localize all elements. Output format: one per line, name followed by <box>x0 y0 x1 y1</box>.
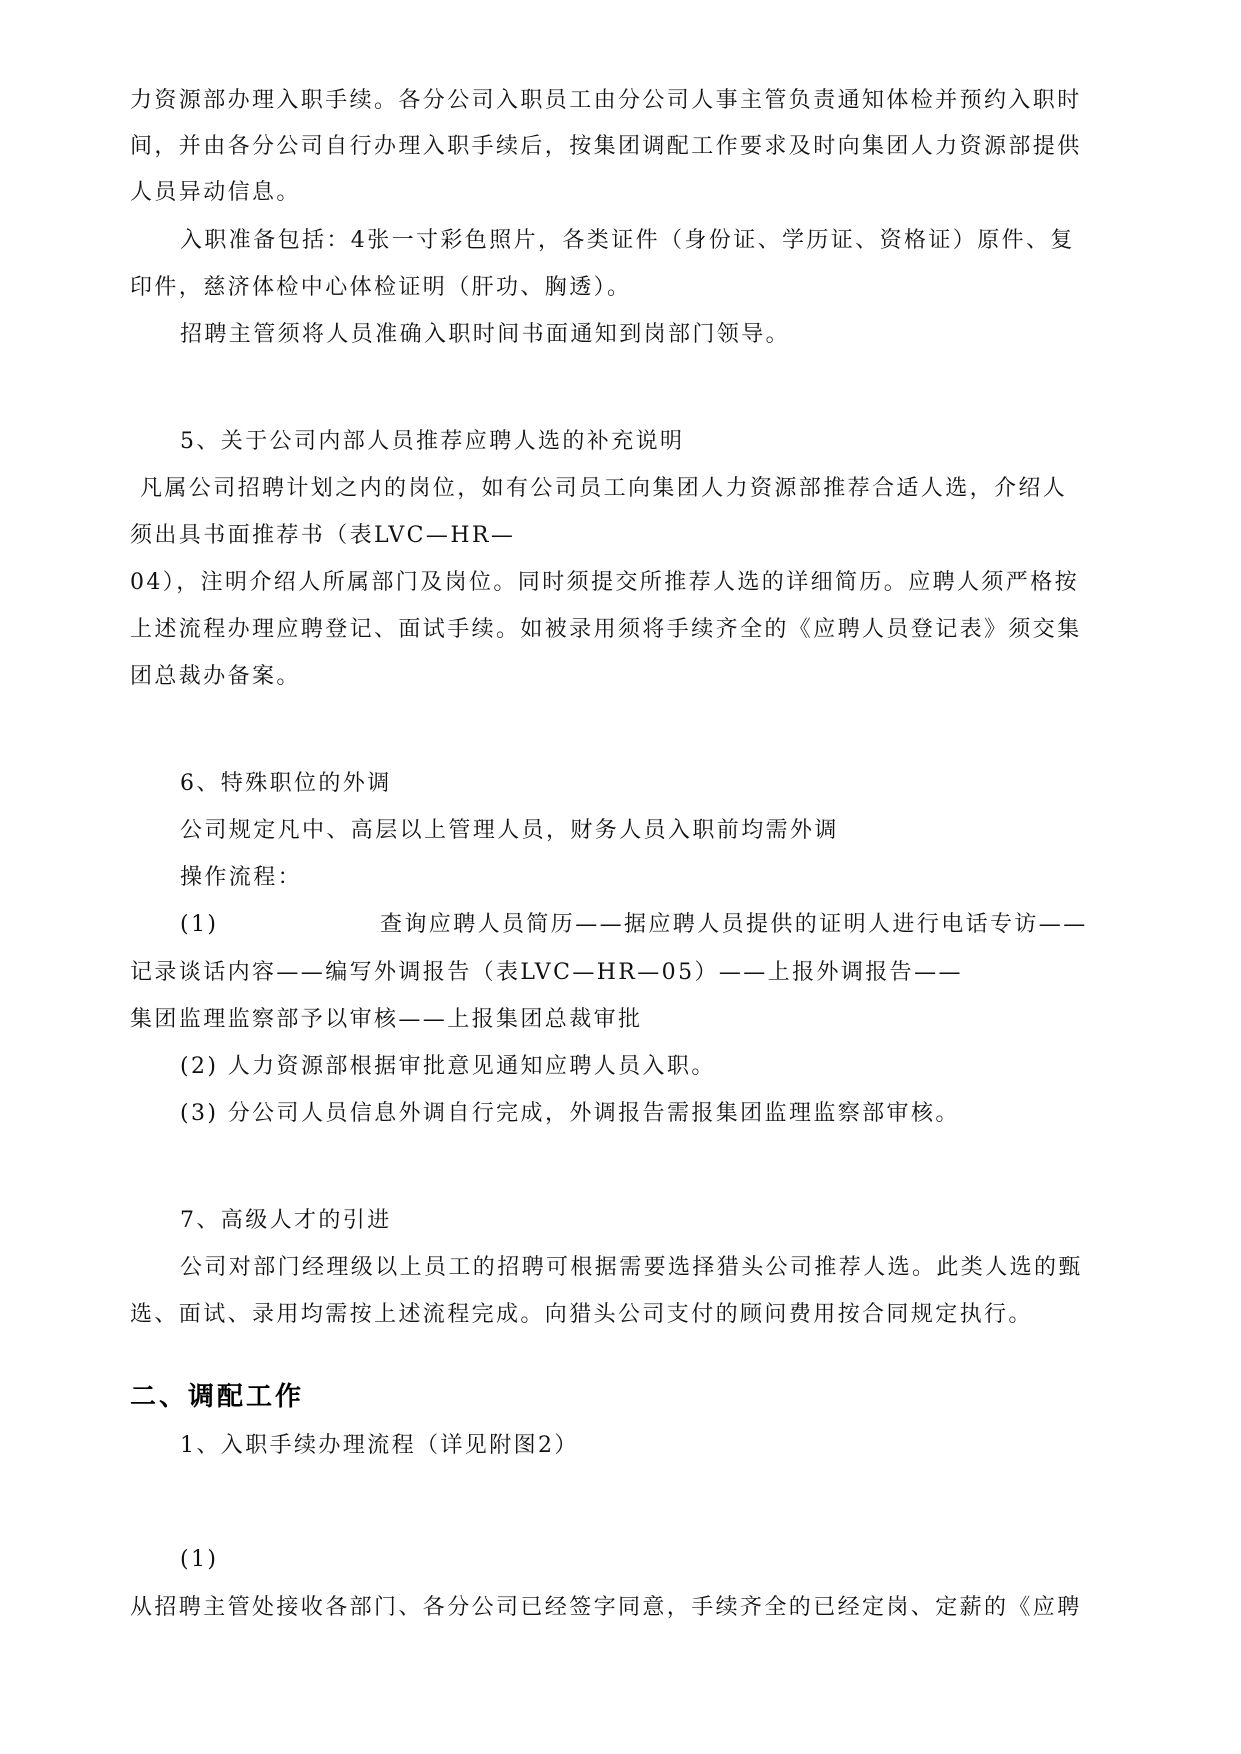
list-number: (1) <box>180 912 219 937</box>
paragraph-line: 集团监理监察部予以审核——上报集团总裁审批 <box>130 1007 643 1032</box>
paragraph-line: 记录谈话内容——编写外调报告（表LVC—HR—05）——上报外调报告—— <box>130 960 963 985</box>
list-item: (3) 分公司人员信息外调自行完成，外调报告需报集团监理监察部审核。 <box>180 1101 960 1126</box>
section-heading: 5、关于公司内部人员推荐应聘人选的补充说明 <box>180 429 685 454</box>
paragraph-line: 公司规定凡中、高层以上管理人员，财务人员入职前均需外调 <box>180 818 839 843</box>
paragraph-line: 选、面试、录用均需按上述流程完成。向猎头公司支付的顾问费用按合同规定执行。 <box>130 1302 1033 1327</box>
paragraph-line: 团总裁办备案。 <box>130 664 301 689</box>
list-item: (2) 人力资源部根据审批意见通知应聘人员入职。 <box>180 1054 716 1079</box>
paragraph-line: 04），注明介绍人所属部门及岗位。同时须提交所推荐人选的详细简历。应聘人须严格按 <box>130 570 1079 595</box>
paragraph-line: 操作流程： <box>180 865 303 890</box>
section-heading: 7、高级人才的引进 <box>180 1208 392 1233</box>
paragraph-line: 从招聘主管处接收各部门、各分公司已经签字同意，手续齐全的已经定岗、定薪的《应聘 <box>130 1595 1082 1620</box>
paragraph-line: 查询应聘人员简历——据应聘人员提供的证明人进行电话专访—— <box>380 912 1088 937</box>
paragraph-line: 入职准备包括：4张一寸彩色照片，各类证件（身份证、学历证、资格证）原件、复 <box>180 228 1075 253</box>
paragraph-line: 招聘主管须将人员准确入职时间书面通知到岗部门领导。 <box>180 322 791 347</box>
paragraph-line: 须出具书面推荐书（表LVC—HR— <box>130 523 516 548</box>
paragraph-line: 人员异动信息。 <box>130 180 301 205</box>
paragraph-line: 上述流程办理应聘登记、面试手续。如被录用须将手续齐全的《应聘人员登记表》须交集 <box>130 617 1082 642</box>
section-heading: 1、入职手续办理流程（详见附图2） <box>180 1433 579 1458</box>
section-heading: 6、特殊职位的外调 <box>180 771 392 796</box>
paragraph-line: 印件，慈济体检中心体检证明（肝功、胸透）。 <box>130 275 632 300</box>
paragraph-line: 力资源部办理入职手续。各分公司入职员工由分公司人事主管负责通知体检并预约入职时 <box>130 88 1082 113</box>
list-number: (1) <box>180 1547 219 1572</box>
paragraph-line: 凡属公司招聘计划之内的岗位，如有公司员工向集团人力资源部推荐合适人选，介绍人 <box>140 476 1068 501</box>
chapter-heading: 二、调配工作 <box>130 1382 305 1412</box>
paragraph-line: 间，并由各分公司自行办理入职手续后，按集团调配工作要求及时向集团人力资源部提供 <box>130 134 1082 159</box>
paragraph-line: 公司对部门经理级以上员工的招聘可根据需要选择猎头公司推荐人选。此类人选的甄 <box>180 1255 1083 1280</box>
